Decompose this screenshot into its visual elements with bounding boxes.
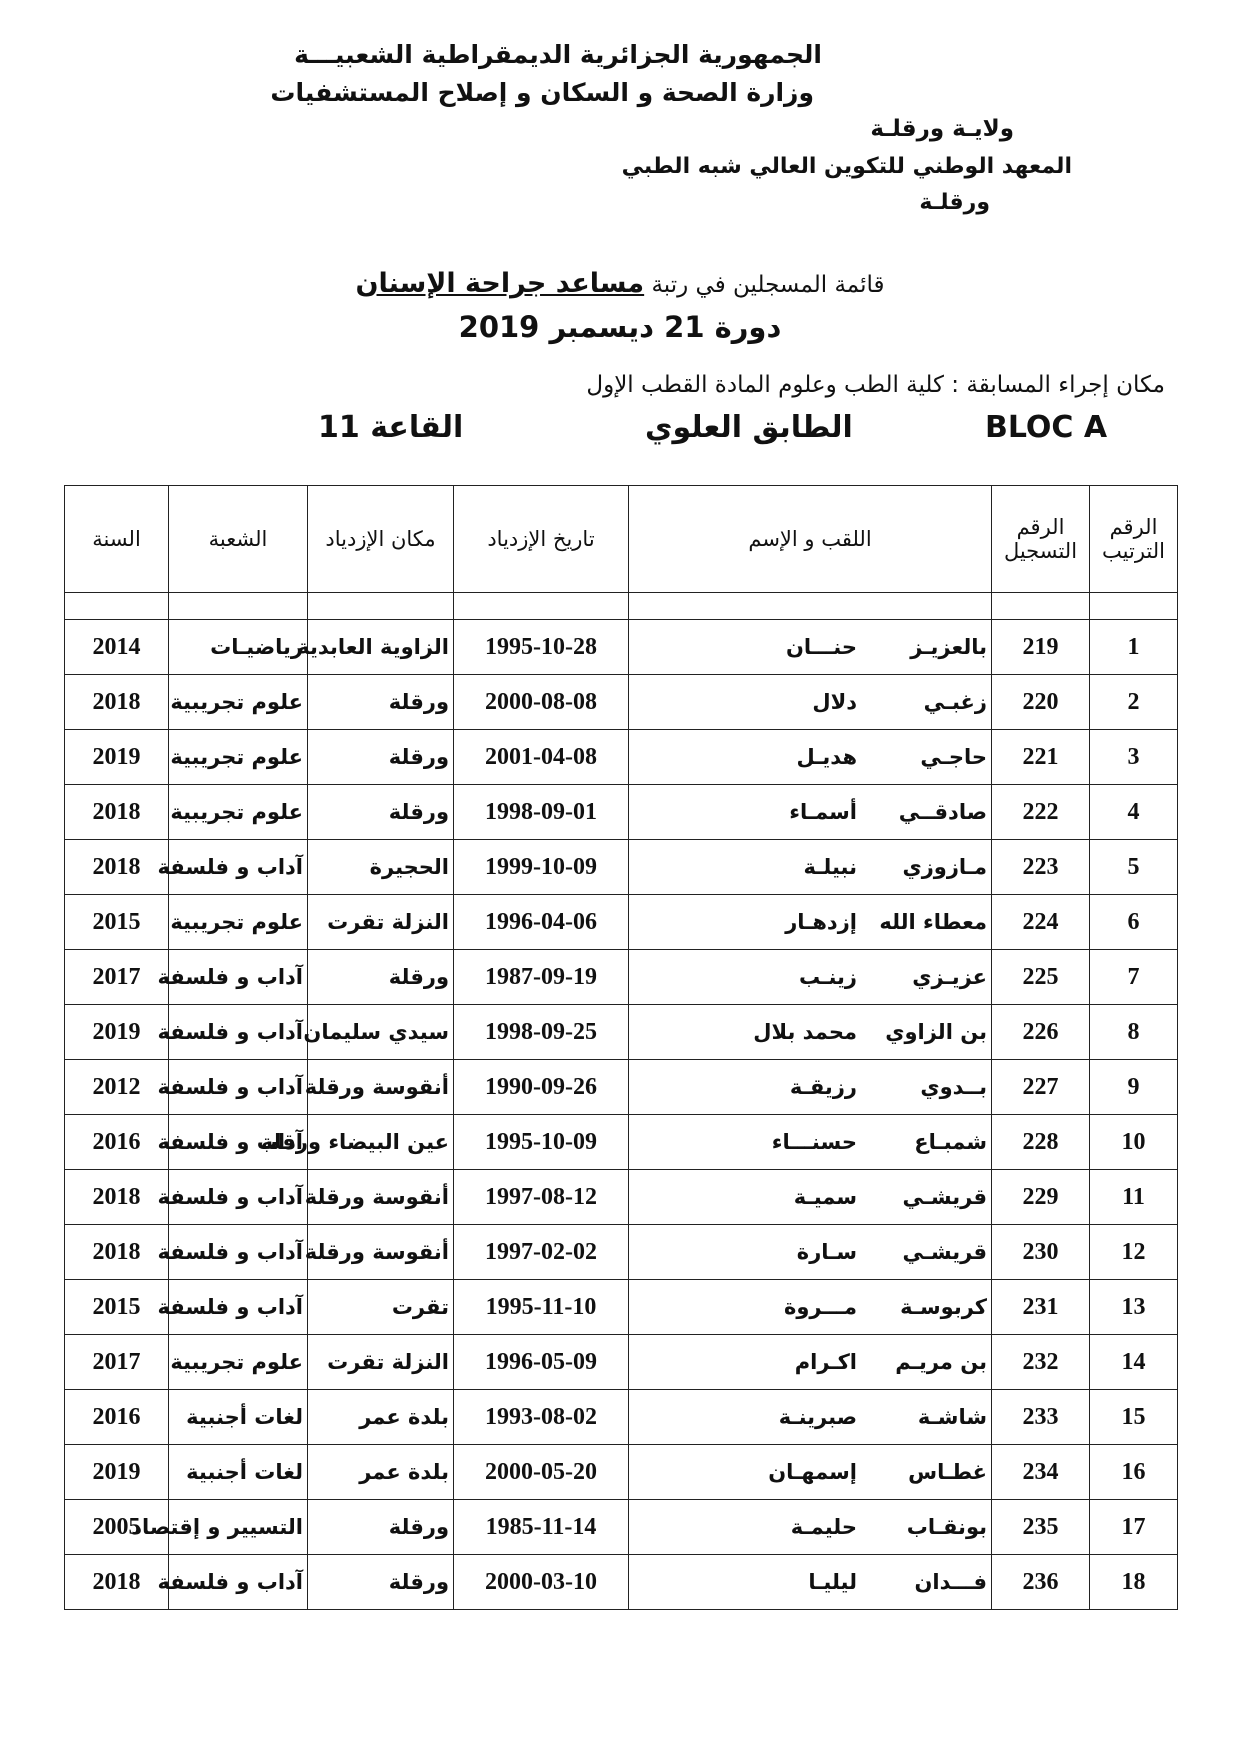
- cell-birth-date: 2001-04-08: [454, 730, 629, 785]
- cell-rank: 8: [1090, 1005, 1178, 1060]
- cell-rank: 18: [1090, 1555, 1178, 1610]
- cell-reg: 235: [992, 1500, 1090, 1555]
- cell-birth-place: الحجيرة: [308, 840, 454, 895]
- first-name: دلال: [812, 690, 857, 714]
- col-year: السنة: [65, 486, 169, 593]
- cell-birth-date: 1995-11-10: [454, 1280, 629, 1335]
- cell-rank: 12: [1090, 1225, 1178, 1280]
- spacer-cell: [1090, 593, 1178, 620]
- last-name: شمبـاع: [914, 1130, 987, 1154]
- cell-year: 2014: [65, 620, 169, 675]
- spacer-cell: [629, 593, 992, 620]
- first-name: مـــروة: [783, 1295, 857, 1319]
- cell-stream: علوم تجريبية: [169, 895, 308, 950]
- cell-stream: لغات أجنبية: [169, 1445, 308, 1500]
- cell-name: [629, 1555, 992, 1610]
- exam-venue: مكان إجراء المسابقة : كلية الطب وعلوم المادة القطب الإول: [586, 372, 1165, 398]
- table-row: [65, 1335, 1178, 1390]
- cell-year: 2012: [65, 1060, 169, 1115]
- cell-name: [629, 730, 992, 785]
- candidates-table: [64, 485, 1178, 1610]
- last-name: بن الزاوي: [885, 1020, 987, 1044]
- cell-birth-place: ورقلة: [308, 1555, 454, 1610]
- header-republic: الجمهورية الجزائرية الديمقراطية الشعبيـــة: [294, 40, 822, 69]
- table-row: [65, 1500, 1178, 1555]
- cell-reg: 232: [992, 1335, 1090, 1390]
- cell-birth-date: 1995-10-09: [454, 1115, 629, 1170]
- cell-birth-date: 1997-02-02: [454, 1225, 629, 1280]
- cell-stream: آداب و فلسفة: [169, 1280, 308, 1335]
- cell-rank: 2: [1090, 675, 1178, 730]
- spacer-cell: [169, 593, 308, 620]
- cell-birth-date: 2000-05-20: [454, 1445, 629, 1500]
- cell-birth-date: 1993-08-02: [454, 1390, 629, 1445]
- table-row: [65, 1060, 1178, 1115]
- cell-birth-place: أنقوسة ورقلة: [308, 1060, 454, 1115]
- floor-label: الطابق العلوي: [645, 410, 853, 445]
- first-name: ليليـا: [808, 1570, 857, 1594]
- cell-year: 2019: [65, 730, 169, 785]
- table-row: [65, 1115, 1178, 1170]
- last-name: عزيـزي: [912, 965, 987, 989]
- first-name: حنـــان: [785, 635, 857, 659]
- rank-title: مساعد جراحة الإسنان: [355, 268, 645, 299]
- cell-birth-date: 1997-08-12: [454, 1170, 629, 1225]
- cell-year: 2019: [65, 1445, 169, 1500]
- spacer-cell: [308, 593, 454, 620]
- table-row: [65, 730, 1178, 785]
- session-date: دورة 21 ديسمبر 2019: [458, 310, 782, 344]
- first-name: اكـرام: [794, 1350, 857, 1374]
- cell-stream: رياضيـات: [169, 620, 308, 675]
- cell-reg: 223: [992, 840, 1090, 895]
- first-name: نبيلـة: [803, 855, 857, 879]
- first-name: صبرينـة: [778, 1405, 857, 1429]
- last-name: بونقـاب: [906, 1515, 987, 1539]
- cell-stream: علوم تجريبية: [169, 675, 308, 730]
- cell-birth-date: 1998-09-01: [454, 785, 629, 840]
- cell-year: 2016: [65, 1115, 169, 1170]
- last-name: غطـاس: [908, 1460, 987, 1484]
- first-name: أسمـاء: [789, 800, 857, 824]
- last-name: زغبـي: [923, 690, 987, 714]
- last-name: بــدوي: [920, 1075, 987, 1099]
- cell-reg: 230: [992, 1225, 1090, 1280]
- spacer-cell: [65, 593, 169, 620]
- cell-name: [629, 1280, 992, 1335]
- cell-name: [629, 1170, 992, 1225]
- table-row: [65, 1390, 1178, 1445]
- cell-birth-place: ورقلة: [308, 785, 454, 840]
- cell-birth-place: أنقوسة ورقلة: [308, 1170, 454, 1225]
- last-name: شاشـة: [917, 1405, 987, 1429]
- first-name: إزدهـار: [785, 910, 857, 934]
- cell-birth-date: 1999-10-09: [454, 840, 629, 895]
- spacer-cell: [454, 593, 629, 620]
- cell-birth-place: أنقوسة ورقلة: [308, 1225, 454, 1280]
- cell-birth-place: الزاوية العابدية: [308, 620, 454, 675]
- cell-birth-place: بلدة عمر: [308, 1390, 454, 1445]
- cell-year: 2018: [65, 840, 169, 895]
- col-birth-place: مكان الإزدياد: [308, 486, 454, 593]
- cell-rank: 1: [1090, 620, 1178, 675]
- cell-rank: 7: [1090, 950, 1178, 1005]
- table-row: [65, 1225, 1178, 1280]
- cell-stream: آداب و فلسفة: [169, 1115, 308, 1170]
- cell-year: 2017: [65, 950, 169, 1005]
- list-title-prefix: قائمة المسجلين في رتبة: [651, 272, 885, 298]
- cell-rank: 11: [1090, 1170, 1178, 1225]
- cell-birth-date: 1995-10-28: [454, 620, 629, 675]
- first-name: زينـب: [799, 965, 857, 989]
- cell-rank: 13: [1090, 1280, 1178, 1335]
- last-name: حاجـي: [920, 745, 987, 769]
- table-row: [65, 840, 1178, 895]
- cell-birth-place: ورقلة: [308, 950, 454, 1005]
- cell-birth-place: سيدي سليمان: [308, 1005, 454, 1060]
- table-row: [65, 1170, 1178, 1225]
- cell-name: [629, 895, 992, 950]
- cell-year: 2018: [65, 675, 169, 730]
- cell-name: [629, 1005, 992, 1060]
- last-name: صادقــي: [898, 800, 987, 824]
- cell-rank: 15: [1090, 1390, 1178, 1445]
- cell-rank: 3: [1090, 730, 1178, 785]
- cell-rank: 9: [1090, 1060, 1178, 1115]
- cell-birth-date: 1987-09-19: [454, 950, 629, 1005]
- last-name: قريشـي: [902, 1185, 987, 1209]
- cell-birth-date: 2000-03-10: [454, 1555, 629, 1610]
- cell-stream: علوم تجريبية: [169, 785, 308, 840]
- first-name: حليمـة: [790, 1515, 857, 1539]
- cell-reg: 221: [992, 730, 1090, 785]
- cell-birth-place: النزلة تقرت: [308, 1335, 454, 1390]
- list-title: [0, 268, 1240, 299]
- cell-birth-place: ورقلة: [308, 730, 454, 785]
- cell-reg: 236: [992, 1555, 1090, 1610]
- col-birth-date: تاريخ الإزدياد: [454, 486, 629, 593]
- first-name: سـارة: [796, 1240, 857, 1264]
- table-row: [65, 895, 1178, 950]
- table-row: [65, 675, 1178, 730]
- cell-stream: آداب و فلسفة: [169, 1555, 308, 1610]
- last-name: قريشـي: [902, 1240, 987, 1264]
- cell-reg: 228: [992, 1115, 1090, 1170]
- header-ministry: وزارة الصحة و السكان و إصلاح المستشفيات: [270, 78, 814, 107]
- cell-stream: آداب و فلسفة: [169, 1225, 308, 1280]
- cell-rank: 4: [1090, 785, 1178, 840]
- cell-stream: آداب و فلسفة: [169, 1170, 308, 1225]
- cell-name: [629, 785, 992, 840]
- cell-name: [629, 1225, 992, 1280]
- cell-name: [629, 675, 992, 730]
- cell-birth-date: 2000-08-08: [454, 675, 629, 730]
- cell-birth-place: النزلة تقرت: [308, 895, 454, 950]
- cell-birth-date: 1990-09-26: [454, 1060, 629, 1115]
- table-header-row: [65, 486, 1178, 593]
- cell-year: 2005: [65, 1500, 169, 1555]
- cell-year: 2018: [65, 1225, 169, 1280]
- cell-birth-date: 1996-05-09: [454, 1335, 629, 1390]
- cell-year: 2015: [65, 1280, 169, 1335]
- cell-birth-date: 1998-09-25: [454, 1005, 629, 1060]
- table-row: [65, 1555, 1178, 1610]
- cell-stream: علوم تجريبية: [169, 1335, 308, 1390]
- cell-birth-place: عين البيضاء ورقلة: [308, 1115, 454, 1170]
- first-name: حسنـــاء: [771, 1130, 857, 1154]
- cell-stream: آداب و فلسفة: [169, 1060, 308, 1115]
- last-name: بن مريـم: [895, 1350, 987, 1374]
- last-name: معطاء الله: [879, 910, 987, 934]
- cell-rank: 16: [1090, 1445, 1178, 1500]
- cell-reg: 233: [992, 1390, 1090, 1445]
- cell-name: [629, 1060, 992, 1115]
- last-name: فـــدان: [914, 1570, 987, 1594]
- cell-name: [629, 1335, 992, 1390]
- cell-reg: 226: [992, 1005, 1090, 1060]
- cell-reg: 225: [992, 950, 1090, 1005]
- last-name: كربوسـة: [900, 1295, 987, 1319]
- cell-birth-date: 1985-11-14: [454, 1500, 629, 1555]
- first-name: محمد بلال: [753, 1020, 857, 1044]
- header-wilaya: ولايـة ورقلـة: [870, 116, 1014, 142]
- table-row: [65, 1280, 1178, 1335]
- cell-year: 2018: [65, 1555, 169, 1610]
- cell-name: [629, 1390, 992, 1445]
- cell-name: [629, 840, 992, 895]
- table-row: [65, 950, 1178, 1005]
- first-name: سميـة: [793, 1185, 857, 1209]
- cell-name: [629, 1500, 992, 1555]
- cell-rank: 5: [1090, 840, 1178, 895]
- cell-name: [629, 620, 992, 675]
- cell-stream: التسيير و إقتصاد: [169, 1500, 308, 1555]
- last-name: بالعزيـز: [910, 635, 987, 659]
- cell-reg: 229: [992, 1170, 1090, 1225]
- cell-year: 2016: [65, 1390, 169, 1445]
- cell-rank: 14: [1090, 1335, 1178, 1390]
- col-reg: الرقم التسجيل: [992, 486, 1090, 593]
- cell-birth-place: بلدة عمر: [308, 1445, 454, 1500]
- col-rank: الرقم الترتيب: [1090, 486, 1178, 593]
- cell-stream: آداب و فلسفة: [169, 840, 308, 895]
- cell-year: 2019: [65, 1005, 169, 1060]
- cell-reg: 220: [992, 675, 1090, 730]
- spacer-cell: [992, 593, 1090, 620]
- bloc-label: BLOC A: [985, 410, 1108, 445]
- first-name: رزيقـة: [789, 1075, 857, 1099]
- cell-reg: 219: [992, 620, 1090, 675]
- last-name: مـازوزي: [902, 855, 987, 879]
- table-row: [65, 620, 1178, 675]
- cell-year: 2018: [65, 1170, 169, 1225]
- cell-reg: 227: [992, 1060, 1090, 1115]
- cell-birth-date: 1996-04-06: [454, 895, 629, 950]
- cell-rank: 10: [1090, 1115, 1178, 1170]
- header-institute: المعهد الوطني للتكوين العالي شبه الطبي: [621, 154, 1072, 179]
- cell-name: [629, 1445, 992, 1500]
- cell-birth-place: ورقلة: [308, 1500, 454, 1555]
- cell-rank: 17: [1090, 1500, 1178, 1555]
- cell-stream: آداب و فلسفة: [169, 950, 308, 1005]
- cell-rank: 6: [1090, 895, 1178, 950]
- cell-reg: 224: [992, 895, 1090, 950]
- cell-stream: لغات أجنبية: [169, 1390, 308, 1445]
- cell-name: [629, 950, 992, 1005]
- cell-reg: 222: [992, 785, 1090, 840]
- cell-year: 2017: [65, 1335, 169, 1390]
- first-name: هديـل: [796, 745, 857, 769]
- cell-birth-place: تقرت: [308, 1280, 454, 1335]
- cell-birth-place: ورقلة: [308, 675, 454, 730]
- cell-year: 2015: [65, 895, 169, 950]
- table-spacer-row: [65, 593, 1178, 620]
- header-city: ورقلـة: [919, 190, 990, 215]
- cell-reg: 231: [992, 1280, 1090, 1335]
- cell-stream: آداب و فلسفة: [169, 1005, 308, 1060]
- table-row: [65, 785, 1178, 840]
- first-name: إسمهـان: [768, 1460, 857, 1484]
- cell-year: 2018: [65, 785, 169, 840]
- col-stream: الشعبة: [169, 486, 308, 593]
- table-row: [65, 1445, 1178, 1500]
- table-row: [65, 1005, 1178, 1060]
- cell-reg: 234: [992, 1445, 1090, 1500]
- cell-name: [629, 1115, 992, 1170]
- cell-stream: علوم تجريبية: [169, 730, 308, 785]
- col-name: اللقب و الإسم: [629, 486, 992, 593]
- room-label: القاعة 11: [318, 410, 464, 445]
